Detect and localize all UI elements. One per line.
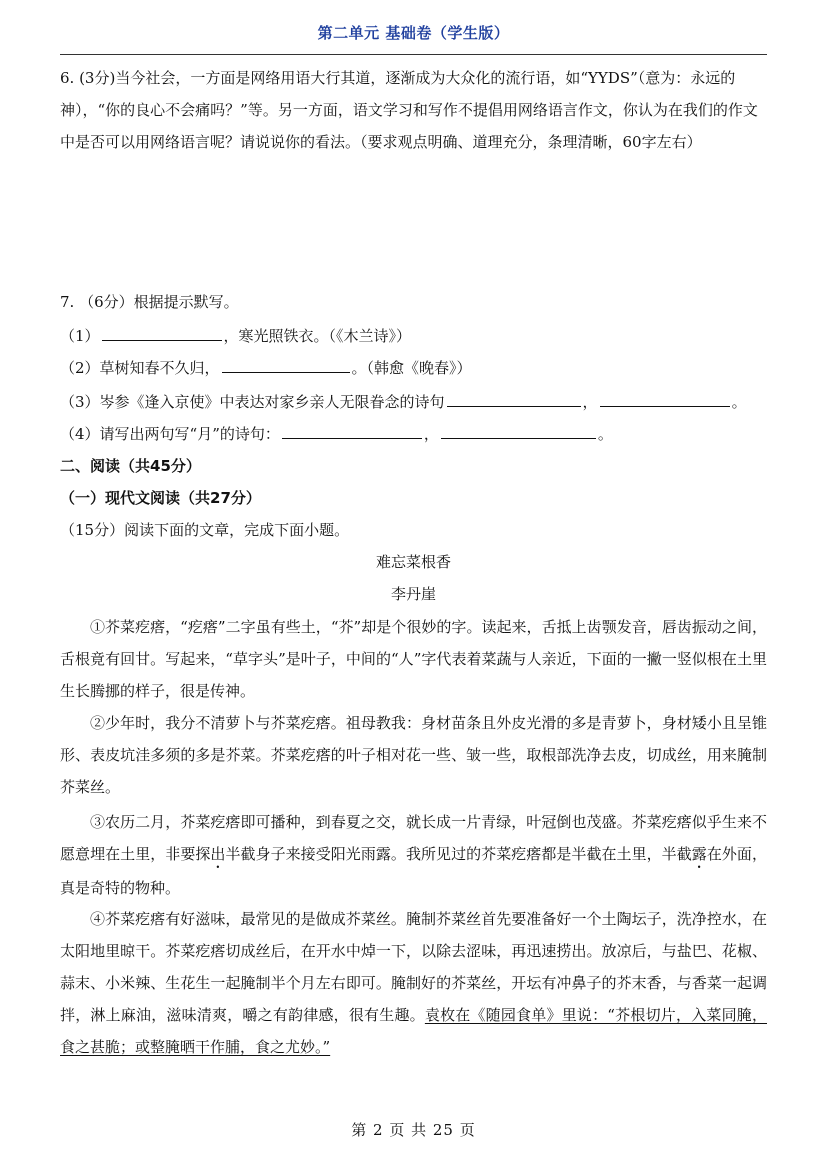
- item-3-prefix: （3）岑参《逢入京使》中表达对家乡亲人无限眷念的诗句: [60, 393, 445, 411]
- item-4-prefix: （4）请写出两句写“月”的诗句：: [60, 425, 280, 443]
- page-header-title: 第二单元 基础卷（学生版）: [317, 24, 510, 42]
- answer-blank-1[interactable]: [102, 323, 222, 341]
- article-title: 难忘菜根香: [375, 553, 451, 571]
- question-7-item-3: [60, 389, 770, 414]
- question-7-title: 7. （6分）根据提示默写。: [60, 293, 239, 311]
- article-paragraph-3: [60, 806, 767, 904]
- emphasis-mark-2: 露: [691, 845, 707, 863]
- answer-blank-4b[interactable]: [441, 421, 596, 439]
- answer-blank-3a[interactable]: [447, 389, 581, 407]
- page-number: 第 2 页 共 25 页: [351, 1121, 476, 1139]
- item-4-end: 。: [597, 425, 613, 443]
- article-paragraph-2: ②少年时，我分不清萝卜与芥菜疙瘩。祖母教我：身材苗条且外皮光滑的多是青萝卜，身材矮小且呈锥形、表皮坑洼多须的多是芥菜。芥菜疙瘩的叶子相对花一些、皱一些，取根部洗净去皮，切成丝，用来腌制芥菜丝。: [60, 714, 767, 796]
- article-paragraph-4: [60, 903, 767, 1063]
- p3-text-a: ③农历二月，芥菜疙瘩即可播种，到春夏之交，就长成一片青绿，叶冠倒也茂盛。芥菜疙瘩似乎生来不愿意埋在土里，非要探: [60, 813, 767, 863]
- question-7-item-4: [60, 421, 770, 446]
- emphasis-mark-1: 出: [210, 845, 226, 863]
- reading-instruction: （15分）阅读下面的文章，完成下面小题。: [60, 521, 350, 539]
- p4-underlined-quote: 袁枚在《随园食单》里说：“芥根切片，入菜同腌，食之甚脆；或整腌晒干作脯，食之尤妙。”: [60, 1006, 767, 1056]
- answer-blank-2[interactable]: [222, 355, 350, 373]
- item-1-suffix: ，寒光照铁衣。（《木兰诗》）: [223, 327, 412, 345]
- p3-text-c: 在外面，真是奇特的物种。: [60, 845, 767, 897]
- item-3-mid: ，: [582, 393, 598, 411]
- p4-text: ④芥菜疙瘩有好滋味，最常见的是做成芥菜丝。腌制芥菜丝首先要准备好一个土陶坛子，洗净控水，在太阳地里晾干。芥菜疙瘩切成丝后，在开水中焯一下，以除去涩味，再迅速捞出。放凉后，与盐巴、花椒、蒜末、小米辣、生花生一起腌制半个月左右即可。腌制好的芥菜丝，开坛有冲鼻子的芥末香，与香菜一起调拌，淋上麻油，滋味清爽，嚼之有韵律感，很有生趣。: [60, 910, 767, 1024]
- question-6-text: 6. (3分)当今社会，一方面是网络用语大行其道，逐渐成为大众化的流行语，如“YYDS”（意为：永远的神），“你的良心不会痛吗？”等。另一方面，语文学习和写作不提倡用网络语言作文，你认为在我们的作文中是否可以用网络语言呢？请说说你的看法。（要求观点明确、道理充分，条理清晰，60字左右）: [60, 69, 758, 151]
- section-2-title: 二、阅读（共45分）: [60, 457, 201, 475]
- p3-text-b: 半截身子来接受阳光雨露。我所见过的芥菜疙瘩都是半截在土里，半截: [225, 845, 692, 863]
- item-2-prefix: （2）草树知春不久归，: [60, 359, 220, 377]
- question-7-item-2: [60, 355, 770, 380]
- answer-blank-4a[interactable]: [282, 421, 422, 439]
- article-author: 李丹崖: [390, 585, 436, 603]
- section-2-subsection-title: （一）现代文阅读（共27分）: [60, 489, 261, 507]
- answer-blank-3b[interactable]: [600, 389, 730, 407]
- item-1-prefix: （1）: [60, 327, 100, 345]
- question-7-item-1: [60, 323, 770, 348]
- article-paragraph-1: ①芥菜疙瘩，“疙瘩”二字虽有些土，“芥”却是个很妙的字。读起来，舌抵上齿颚发音，唇齿振动之间，舌根竟有回甘。写起来，“草字头”是叶子，中间的“人”字代表着菜蔬与人亲近，下面的一撇一竖似根在土里生长腾挪的样子，很是传神。: [60, 618, 767, 700]
- item-2-suffix: 。（韩愈《晚春》）: [351, 359, 472, 377]
- item-4-mid: ，: [423, 425, 439, 443]
- header-divider: [60, 54, 767, 55]
- item-3-end: 。: [731, 393, 747, 411]
